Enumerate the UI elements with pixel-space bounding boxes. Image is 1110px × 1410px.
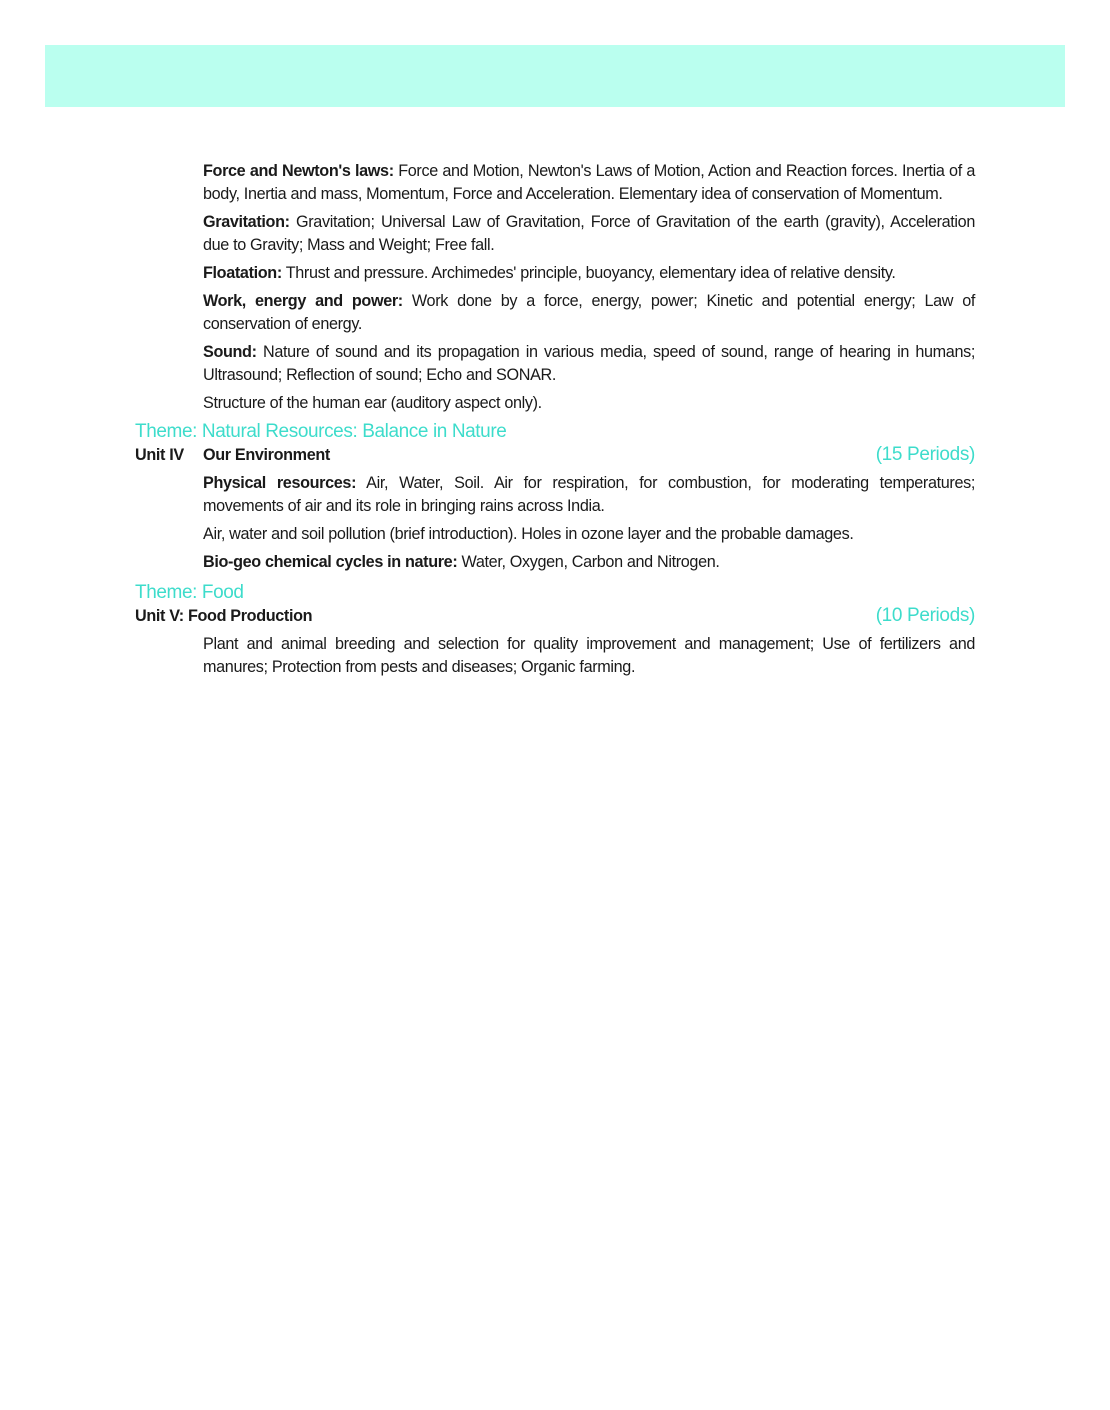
theme-food xyxy=(135,581,975,604)
sound-paragraph xyxy=(203,341,975,387)
theme-name: Natural Resources: Balance in Nature xyxy=(201,421,507,442)
theme-label: Theme: xyxy=(135,421,202,442)
unit-v-title: Unit V: Food Production xyxy=(135,607,313,625)
ear-text: Structure of the human ear (auditory aspect only). xyxy=(203,394,542,412)
work-text: Work done by a force, energy, power; Kinetic and potential energy; Law of conservation of energy. xyxy=(203,292,975,333)
plant-text: Plant and animal breeding and selection for quality improvement and management; Use of fertilizers and manures; Protection from pests and diseases; Organic farming. xyxy=(203,635,975,676)
header-band xyxy=(45,45,1065,107)
unit-iv-title: Our Environment xyxy=(203,446,330,464)
syllabus-content xyxy=(135,160,975,684)
theme-natural-resources xyxy=(135,420,975,443)
sound-text: Nature of sound and its propagation in various media, speed of sound, range of hearing in humans; Ultrasound; Reflection of sound; Echo and SONAR. xyxy=(203,343,975,384)
work-title: Work, energy and power: xyxy=(203,292,403,310)
plant-paragraph xyxy=(203,633,975,679)
unit-iv-number: Unit IV xyxy=(135,446,184,464)
physical-text: Air, Water, Soil. Air for respiration, for combustion, for moderating temperatures; movements of air and its role in bringing rains across India. xyxy=(203,474,975,515)
physical-title: Physical resources: xyxy=(203,474,357,492)
floatation-paragraph xyxy=(203,262,975,285)
force-text: Force and Motion, Newton's Laws of Motion, Action and Reaction forces. Inertia of a body, Inertia and mass, Momentum, Force and Acceleration. Elementary idea of conservation of Momentum. xyxy=(203,162,975,203)
force-title: Force and Newton's laws: xyxy=(203,162,394,180)
pollution-paragraph xyxy=(203,523,975,546)
theme-food-label: Theme: Food xyxy=(135,582,244,603)
biogeo-paragraph xyxy=(203,551,975,574)
unit-iv-heading xyxy=(135,443,975,467)
gravitation-title: Gravitation: xyxy=(203,213,290,231)
biogeo-text: Water, Oxygen, Carbon and Nitrogen. xyxy=(457,553,720,571)
gravitation-paragraph xyxy=(203,211,975,257)
gravitation-text: Gravitation; Universal Law of Gravitation, Force of Gravitation of the earth (gravity), Acceleration due to Gravity; Mass and Weight; Free fall. xyxy=(203,213,975,254)
physical-paragraph xyxy=(203,472,975,518)
biogeo-title: Bio-geo chemical cycles in nature: xyxy=(203,553,458,571)
work-paragraph xyxy=(203,290,975,336)
sound-title: Sound: xyxy=(203,343,257,361)
unit-iv-periods: (15 Periods) xyxy=(875,444,975,465)
force-paragraph xyxy=(203,160,975,206)
pollution-text: Air, water and soil pollution (brief introduction). Holes in ozone layer and the probable damages. xyxy=(203,525,854,543)
ear-paragraph xyxy=(203,392,975,415)
floatation-text: Thrust and pressure. Archimedes' principle, buoyancy, elementary idea of relative density. xyxy=(281,264,896,282)
floatation-title: Floatation: xyxy=(203,264,282,282)
unit-v-heading xyxy=(135,604,975,628)
unit-v-periods: (10 Periods) xyxy=(875,605,975,626)
